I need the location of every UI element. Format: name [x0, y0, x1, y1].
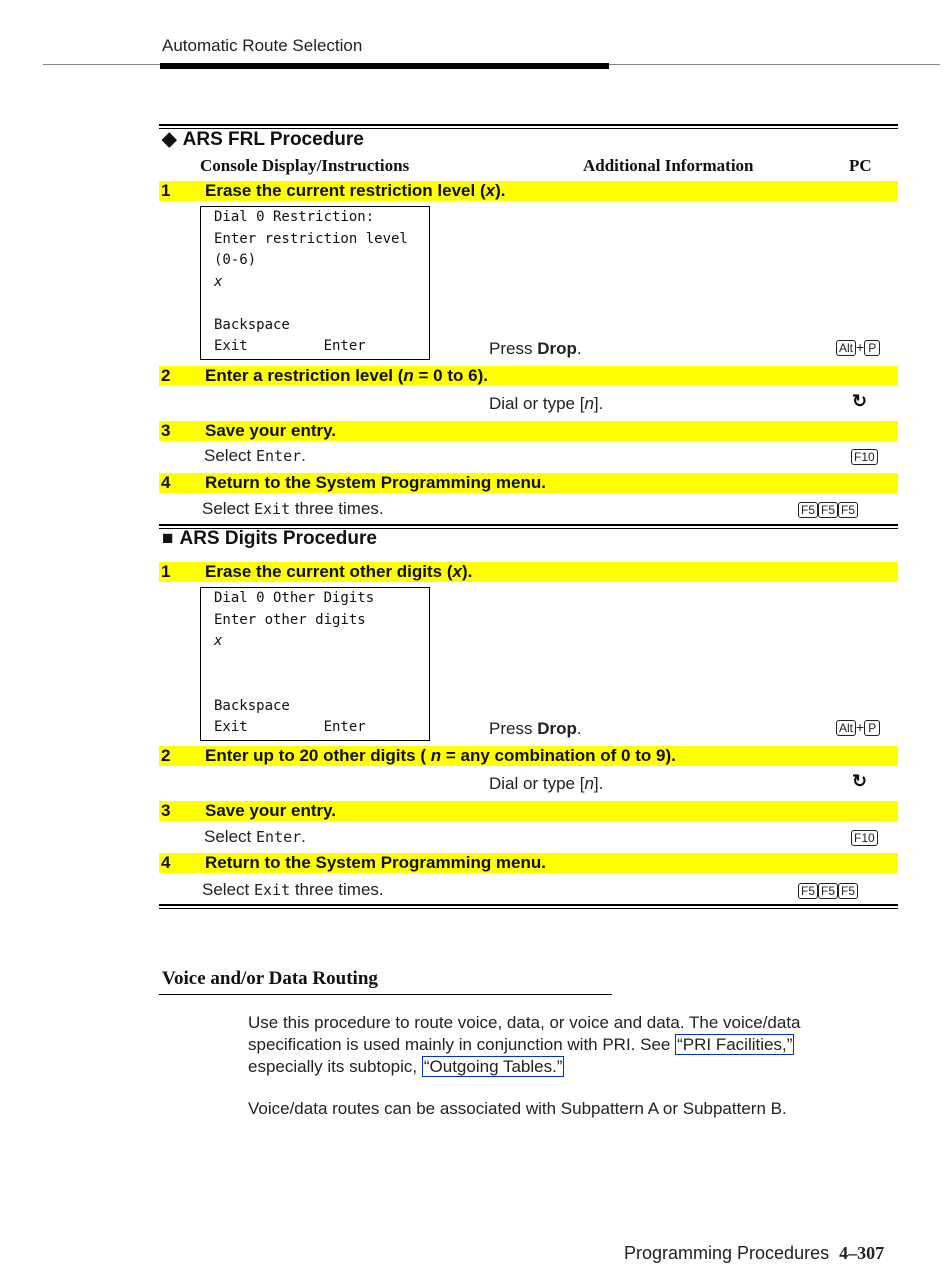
section-paragraph-1: Use this procedure to route voice, data, or voice and data. The voice/data specification is used mainly in conjunction with PRI. See “PRI Facilities,” especially its subtopic, “Outgoing Tables.” — [248, 1013, 801, 1076]
diamond-icon: ◆ — [162, 129, 177, 150]
frl-step-2: 2 Enter a restriction level (n = 0 to 6). — [159, 366, 898, 386]
column-header-pc: PC — [849, 156, 872, 175]
frl-procedure-title: ◆ ARS FRL Procedure — [162, 129, 364, 150]
section-paragraph-2: Voice/data routes can be associated with Subpattern A or Subpattern B. — [248, 1099, 787, 1118]
frl-dial-or-type: Dial or type [n]. — [489, 394, 604, 413]
section-rule — [159, 994, 612, 995]
column-header-info: Additional Information — [583, 156, 754, 175]
digits-step-4: 4 Return to the System Programming menu. — [159, 853, 898, 873]
digits-press-drop: Press Drop. — [489, 719, 582, 738]
frl-console-screen: Dial 0 Restriction: Enter restriction level (0-6) x Backspace Exit Enter — [200, 206, 430, 360]
digits-procedure-title: ■ ARS Digits Procedure — [162, 528, 377, 549]
digits-alt-p-keys: Alt + P — [836, 719, 880, 736]
frl-select-exit: Select Exit three times. — [202, 499, 384, 518]
page-footer: Programming Procedures 4–307 — [624, 1243, 885, 1263]
dial-icon: ↻ — [852, 771, 868, 791]
frl-alt-p-keys: Alt + P — [836, 339, 880, 356]
table-bottom-rule — [159, 904, 898, 909]
section-heading: Voice and/or Data Routing — [162, 968, 378, 989]
p-key: P — [864, 340, 880, 356]
column-header-console: Console Display/Instructions — [200, 156, 410, 175]
frl-press-drop: Press Drop. — [489, 339, 582, 358]
frl-f10-key: F10 — [851, 448, 878, 465]
alt-key: Alt — [836, 340, 856, 356]
digits-select-enter: Select Enter. — [204, 827, 306, 846]
alt-key: Alt — [836, 720, 856, 736]
digits-step-2: 2 Enter up to 20 other digits ( n = any combination of 0 to 9). — [159, 746, 898, 766]
frl-step-4: 4 Return to the System Programming menu. — [159, 473, 898, 493]
p-key: P — [864, 720, 880, 736]
frl-step-3: 3 Save your entry. — [159, 421, 898, 441]
digits-step-1: 1 Erase the current other digits (x). — [159, 562, 898, 582]
digits-f5-keys: F5 F5 F5 — [798, 882, 858, 899]
header-bar — [160, 63, 609, 69]
running-header: Automatic Route Selection — [162, 36, 363, 55]
pri-facilities-link[interactable]: “PRI Facilities,” — [677, 1035, 793, 1054]
digits-step-3: 3 Save your entry. — [159, 801, 898, 821]
square-icon: ■ — [162, 528, 174, 549]
frl-select-enter: Select Enter. — [204, 446, 306, 465]
page-number: 4–307 — [839, 1243, 885, 1263]
outgoing-tables-link[interactable]: “Outgoing Tables.” — [423, 1057, 563, 1076]
digits-dial-or-type: Dial or type [n]. — [489, 774, 604, 793]
dial-icon: ↻ — [852, 391, 868, 411]
frl-step-1: 1 Erase the current restriction level (x). — [159, 181, 898, 201]
frl-f5-keys: F5 F5 F5 — [798, 501, 858, 518]
digits-f10-key: F10 — [851, 829, 878, 846]
digits-console-screen: Dial 0 Other Digits Enter other digits x Backspace Exit Enter — [200, 587, 430, 741]
digits-select-exit: Select Exit three times. — [202, 880, 384, 899]
